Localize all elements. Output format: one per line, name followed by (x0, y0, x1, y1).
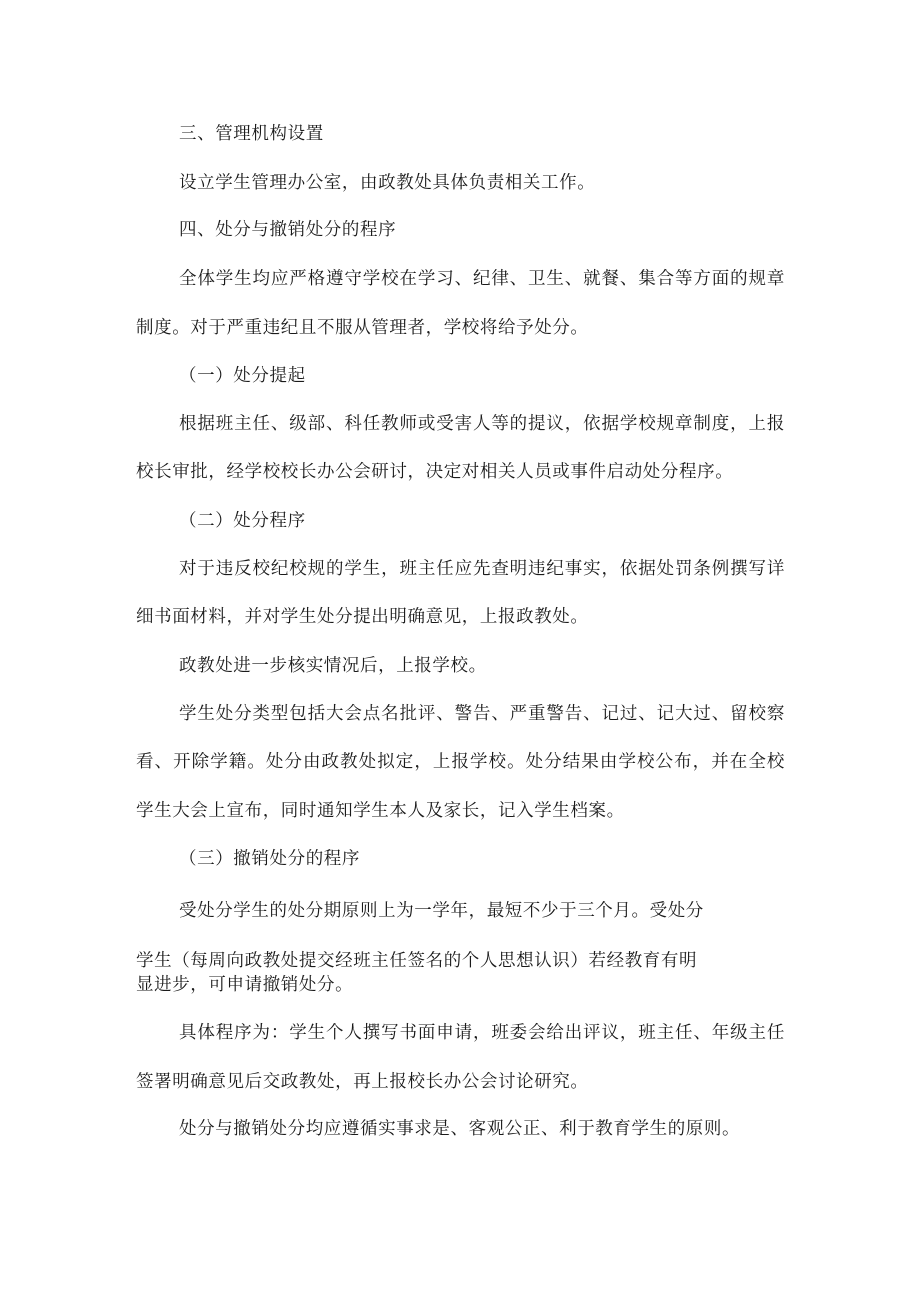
subsection-heading: （三）撤销处分的程序 (179, 849, 360, 869)
paragraph-line: 细书面材料，并对学生处分提出明确意见，上报政教处。 (136, 607, 589, 627)
subsection-heading: （一）处分提起 (179, 366, 306, 386)
paragraph-line: 学生大会上宣布，同时通知学生本人及家长，记入学生档案。 (136, 801, 625, 821)
paragraph-line: 校长审批，经学校校长办公会研讨，决定对相关人员或事件启动处分程序。 (136, 462, 734, 482)
paragraph-line: 对于违反校纪校规的学生，班主任应先查明违纪事实，依据处罚条例撰写详 (179, 559, 785, 579)
paragraph-line: 签署明确意见后交政教处，再上报校长办公会讨论研究。 (136, 1072, 589, 1092)
section-heading: 四、处分与撤销处分的程序 (179, 220, 397, 240)
paragraph: 设立学生管理办公室，由政教处具体负责相关工作。 (179, 173, 596, 193)
paragraph-line: 看、开除学籍。处分由政教处拟定，上报学校。处分结果由学校公布，并在全校 (136, 752, 785, 772)
paragraph-line: 学生（每周向政教处提交经班主任签名的个人思想认识）若经教育有明 (136, 951, 698, 971)
paragraph: 政教处进一步核实情况后，上报学校。 (179, 656, 487, 676)
subsection-heading: （二）处分程序 (179, 511, 306, 531)
paragraph: 处分与撤销处分均应遵循实事求是、客观公正、利于教育学生的原则。 (179, 1119, 741, 1139)
paragraph-line: 受处分学生的处分期原则上为一学年，最短不少于三个月。受处分 (179, 901, 704, 921)
paragraph-line: 具体程序为：学生个人撰写书面申请，班委会给出评议，班主任、年级主任 (179, 1023, 785, 1043)
paragraph-line: 根据班主任、级部、科任教师或受害人等的提议，依据学校规章制度，上报 (179, 414, 785, 434)
paragraph-line: 制度。对于严重违纪且不服从管理者，学校将给予处分。 (136, 318, 589, 338)
paragraph-line: 学生处分类型包括大会点名批评、警告、严重警告、记过、记大过、留校察 (179, 704, 785, 724)
section-heading: 三、管理机构设置 (179, 124, 324, 144)
paragraph-line: 全体学生均应严格遵守学校在学习、纪律、卫生、就餐、集合等方面的规章 (179, 269, 785, 289)
paragraph-line: 显进步，可申请撤销处分。 (136, 975, 354, 995)
